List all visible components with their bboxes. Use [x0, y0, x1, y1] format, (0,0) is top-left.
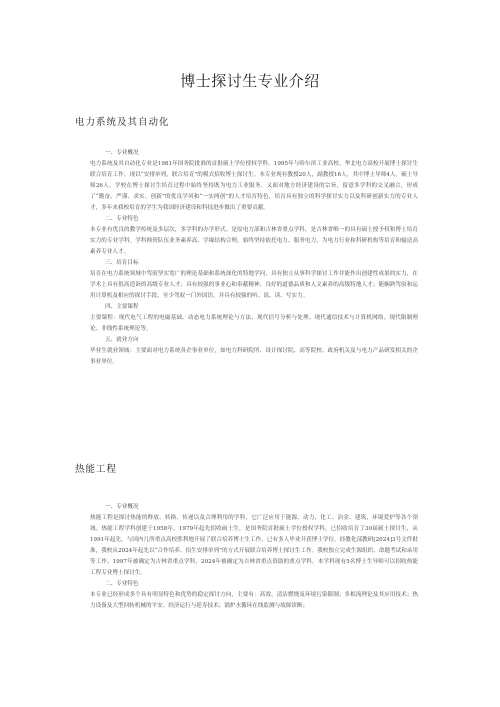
sub-heading: 二、专业特色: [105, 581, 139, 587]
paragraph: 电力系统及其自动化专业是1981年国务院批准的首批硕士学位授权学科。1995年与哈尔滨工业高校、华北电力高校开展博士探讨生联合培育工作。现以“安排单列，联合培育”的模式招收博士探讨生。本专业现有教授20人，副教授16人，其中博士导师4人，硕士导师26人。学校在博士探讨生培育过程中始终坚持既为电力工业服务、又面对地方经济建设的宗旨，留意多学科的交叉融合，形成了“勤奋、严谨、求实、创新”的优良学风和“一实两创”的人才培育特色，培育具有独立的科学探讨实力以及科研创新实力的专业人才，多年来我校培育的学生为我国经济建设和科技进步做出了重要贡献。: [90, 161, 418, 211]
paragraph: 本专业有优良的教学传统及多层次，多学科的办学形式。是原电力部和吉林省重点学科，是吉林省唯一的具有硕士授予权和博士培育实力的专业学科。学科师资队伍业务素养高、学缘结构合理，始终坚持依托电力、服务电力，为电力行业和科研机构等培育和输送高素养专业人才。: [90, 227, 418, 255]
sub-heading: 一、专业概况: [105, 150, 139, 156]
section-body-thermal: [90, 502, 418, 612]
section-heading-thermal: 热能工程: [75, 464, 118, 475]
sub-heading: 二、专业特色: [105, 216, 139, 222]
sub-heading: 一、专业概况: [105, 504, 139, 510]
paragraph: 本专业已经形成多个具有明显特色和优势的稳定探讨方向，主要有：高效、清洁燃烧及环境污染限制；多相流理论及其应用技术；热力设备及大型回转机械的平安、经济运行与延寿技术；锅炉水循环在线监测与故障诊断；: [90, 592, 418, 609]
sub-heading: 五、就业方向: [105, 337, 139, 343]
sub-heading: 四、主要课程: [105, 304, 139, 310]
paragraph: 培育在电力系统领域中驾驭坚实宽广的理论基础和系统深化的特地学问，具有独立从事科学探讨工作并能作出创建性成果的实力，在学术上具有很高造诣的高级专业人才；具有较强的事业心和奉献精神，良好的道德品质和人文素养的高级特地人才；能娴熟驾驭和运用计算机及相应的探讨手段，至少驾驭一门外国语，并具有较强的听、说、读、写实力。: [90, 271, 418, 299]
page-title: 博士探讨生专业介绍: [180, 72, 320, 90]
sub-heading: 三、培育目标: [105, 260, 139, 266]
paragraph: 毕业生就业领域：主要面对电力系统各企事业单位，如电力科研院所、设计探讨院、高等院校、政府机关及与电力产品研发相关的企事业单位。: [90, 348, 418, 365]
section-heading-power: 电力系统及其自动化: [75, 117, 170, 128]
paragraph: 热能工程是探讨热能的释放、转换、传递以及合理利用的学科，它广泛应用于能源、动力、化工、冶金、建筑、环境爱护等各个领域。热能工程学科创建于1958年，1979年起先招收硕士生，是国务院首批硕士学位授权学科，已招收培育了30届硕士探讨生，从1991年起先，与国内几所重点高校胜利地开展了联合培养博士生工作，已有多人毕业并获博士学位。经教化部教研[2024]3号文件批准，我校从2024年起先以“合作培养、招生安排单列”的方式开展联合培养博士探讨生工作。我校独立完成生源组织、命题考试和录用等工作。1997年被确定为吉林省重点学科，2024年被确定为吉林省重点资助的重点学科。本学科现有5名博士生导师可以招收热能工程专业博士探讨生。: [90, 515, 418, 576]
section-body-power: [90, 148, 418, 368]
paragraph: 主要课程：现代电气工程的电磁基础、动态电力系统理论与方法、现代信号分析与处理、现代通信技术与计算机网络、现代限制理论、非线性系统理论等。: [90, 315, 418, 332]
